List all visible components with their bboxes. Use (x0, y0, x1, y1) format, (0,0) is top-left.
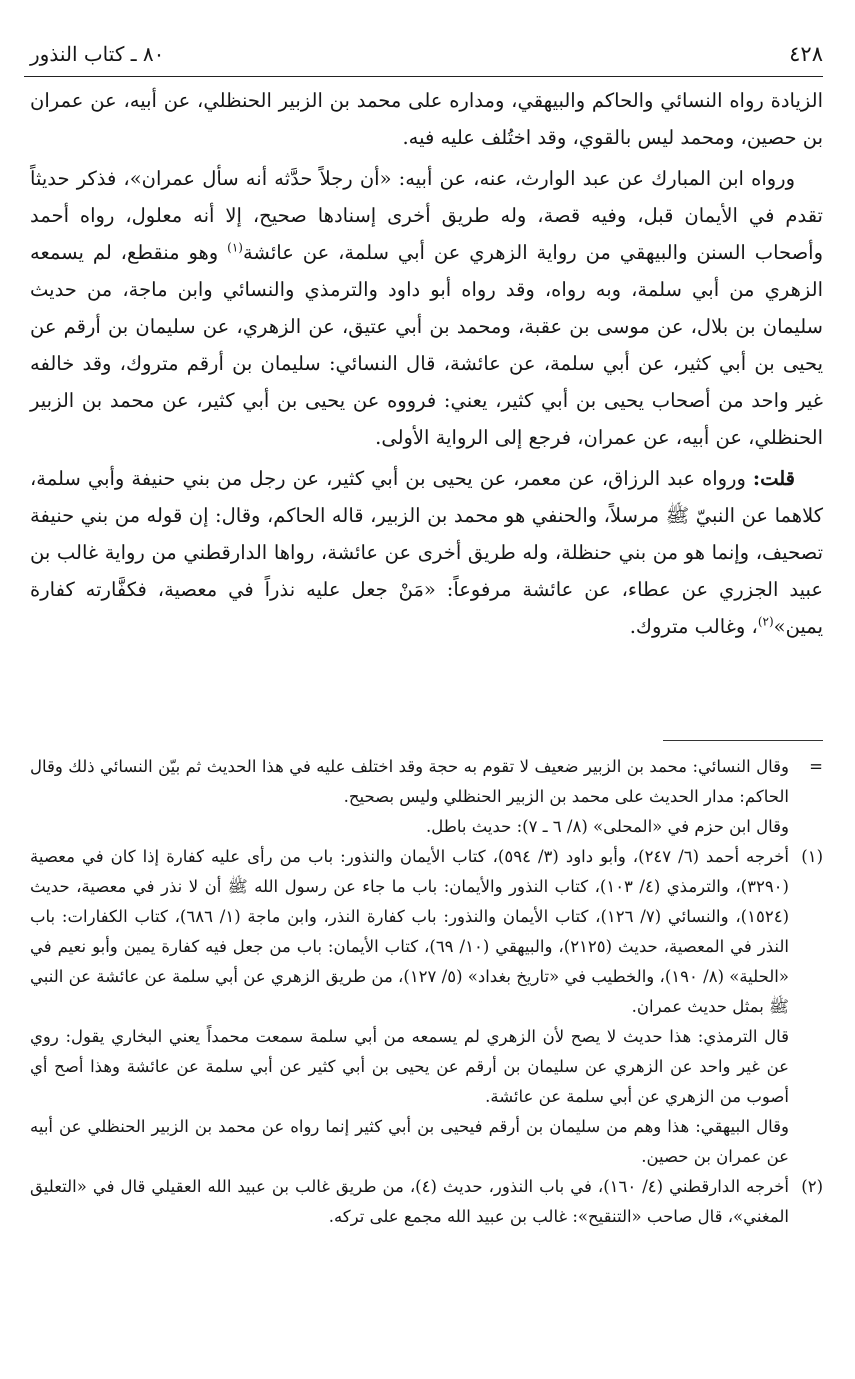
page-header (24, 40, 823, 77)
paragraph-3-part-b: ، وغالب متروك. (629, 615, 758, 638)
page-number: ٤٢٨ (789, 42, 823, 66)
footnotes (30, 752, 823, 1232)
running-title: ٨٠ ـ كتاب النذور (30, 42, 165, 66)
paragraph-3-lead: قلت: (752, 467, 795, 490)
continuation-mark: = (809, 757, 823, 776)
footnote-1-text: أخرجه أحمد (٦/ ٢٤٧)، وأبو داود (٣/ ٥٩٤)، كتاب الأيمان والنذور: باب من رأى عليه كفارة إذا كان في معصية (٣٢٩٠)، والترمذي (٤/ ١٠٣)، كتاب النذور والأيمان: باب ما جاء عن رسول الله ﷺ أن لا نذر في معصية، حديث (١٥٢٤)، والنسائي (٧/ ١٢٦)، كتاب الأيمان والنذور: باب كفارة النذر، وابن ماجة (١/ ٦٨٦)، كتاب الكفارات: باب النذر في المعصية، حديث (٢١٢٥)، والبيهقي (١٠/ ٦٩)، كتاب الأيمان: باب من جعل فيه كفارة يمين وأبو نعيم في «الحلية» (٨/ ١٩٠)، والخطيب في «تاريخ بغداد» (٥/ ١٢٧)، من طريق الزهري عن أبي سلمة عن عائشة عن النبي ﷺ بمثل حديث عمران. (30, 847, 790, 1016)
footnote-ref-2[interactable]: (٢) (757, 614, 774, 629)
footnote-1 (30, 842, 823, 1172)
main-text (30, 82, 823, 649)
paragraph-3 (30, 460, 823, 645)
footnote-1-mark: (١) (801, 847, 823, 866)
footnote-divider (663, 740, 823, 741)
footnote-2-text: أخرجه الدارقطني (٤/ ١٦٠)، في باب النذور، حديث (٤)، من طريق غالب بن عبيد الله العقيلي قال في «التعليق المغني»، قال صاحب «التنقيح»: غالب بن عبيد الله مجمع على تركه. (30, 1177, 790, 1226)
footnote-2-mark: (٢) (801, 1177, 823, 1196)
paragraph-3-part-a: ورواه عبد الرزاق، عن معمر، عن يحيى بن أبي كثير، عن رجل من بني حنيفة وأبي سلمة، كلاهما عن النبيّ ﷺ مرسلاً، والحنفي هو محمد بن الزبير، قاله الحاكم، وقال: إن قوله من بني حنيفة تصحيف، وإنما هو من بني حنظلة، وله طريق أخرى عن عائشة، رواها الدارقطني من رواية غالب بن عبيد الجزري عن عطاء، عن عائشة مرفوعاً: «مَنْ جعل عليه نذراً في معصية، فكفَّارته كفارة يمين» (30, 467, 823, 638)
paragraph-2-part-a: ورواه ابن المبارك عن عبد الوارث، عنه، عن أبيه: «أن رجلاً حدَّثه أنه سأل عمران»، فذكر حديثاً تقدم في الأيمان قبل، وفيه قصة، وله طريق أخرى إسنادها صحيح، إلا أنه معلول، رواه أحمد وأصحاب السنن والبيهقي من رواية الزهري عن أبي سلمة، عن عائشة (30, 167, 823, 264)
footnote-1-tirmidhi: قال الترمذي: هذا حديث لا يصح لأن الزهري لم يسمعه من أبي سلمة سمعت محمداً يعني البخاري يقول: روي عن غير واحد عن الزهري عن سليمان بن أرقم عن يحيى بن أبي كثير عن أبي سلمة عن عائشة وهذا أصح أي أصوب من الزهري عن أبي سلمة عن عائشة. (30, 1027, 789, 1106)
continuation-text-1: وقال النسائي: محمد بن الزبير ضعيف لا تقوم به حجة وقد اختلف عليه في هذا الحديث ثم بيّن النسائي ذلك وقال الحاكم: مدار الحديث على محمد بن الزبير الحنظلي وليس بصحيح. (30, 757, 789, 806)
footnote-1-bayhaqi: وقال البيهقي: هذا وهم من سليمان بن أرقم فيحيى بن أبي كثير إنما رواه عن محمد بن الزبير الحنظلي عن أبيه عن عمران بن حصين. (30, 1117, 789, 1166)
paragraph-2-part-b: وهو منقطع، لم يسمعه الزهري من أبي سلمة، وبه رواه، وقد رواه أبو داود والترمذي والنسائي وابن ماجة، من حديث سليمان بن بلال، عن موسى بن عقبة، ومحمد بن أبي عتيق، عن الزهري، عن سليمان بن أرقم عن يحيى بن أبي كثير، عن أبي سلمة، عن عائشة، قال النسائي: سليمان بن أرقم متروك، وقد خالفه غير واحد من أصحاب يحيى بن أبي كثير، يعني: فرووه عن يحيى بن أبي كثير، عن محمد بن الزبير الحنظلي، عن أبيه، عن عمران، فرجع إلى الرواية الأولى. (30, 241, 823, 449)
paragraph-1: الزيادة رواه النسائي والحاكم والبيهقي، ومداره على محمد بن الزبير الحنظلي، عن أبيه، عن عمران بن حصين، ومحمد ليس بالقوي، وقد اختُلف عليه فيه. (30, 89, 823, 149)
footnote-2 (30, 1172, 823, 1232)
footnote-ref-1[interactable]: (١) (227, 240, 243, 255)
footnote-continuation (30, 752, 823, 842)
paragraph-2 (30, 160, 823, 456)
continuation-text-2: وقال ابن حزم في «المحلى» (٨/ ٦ ـ ٧): حديث باطل. (425, 817, 789, 836)
